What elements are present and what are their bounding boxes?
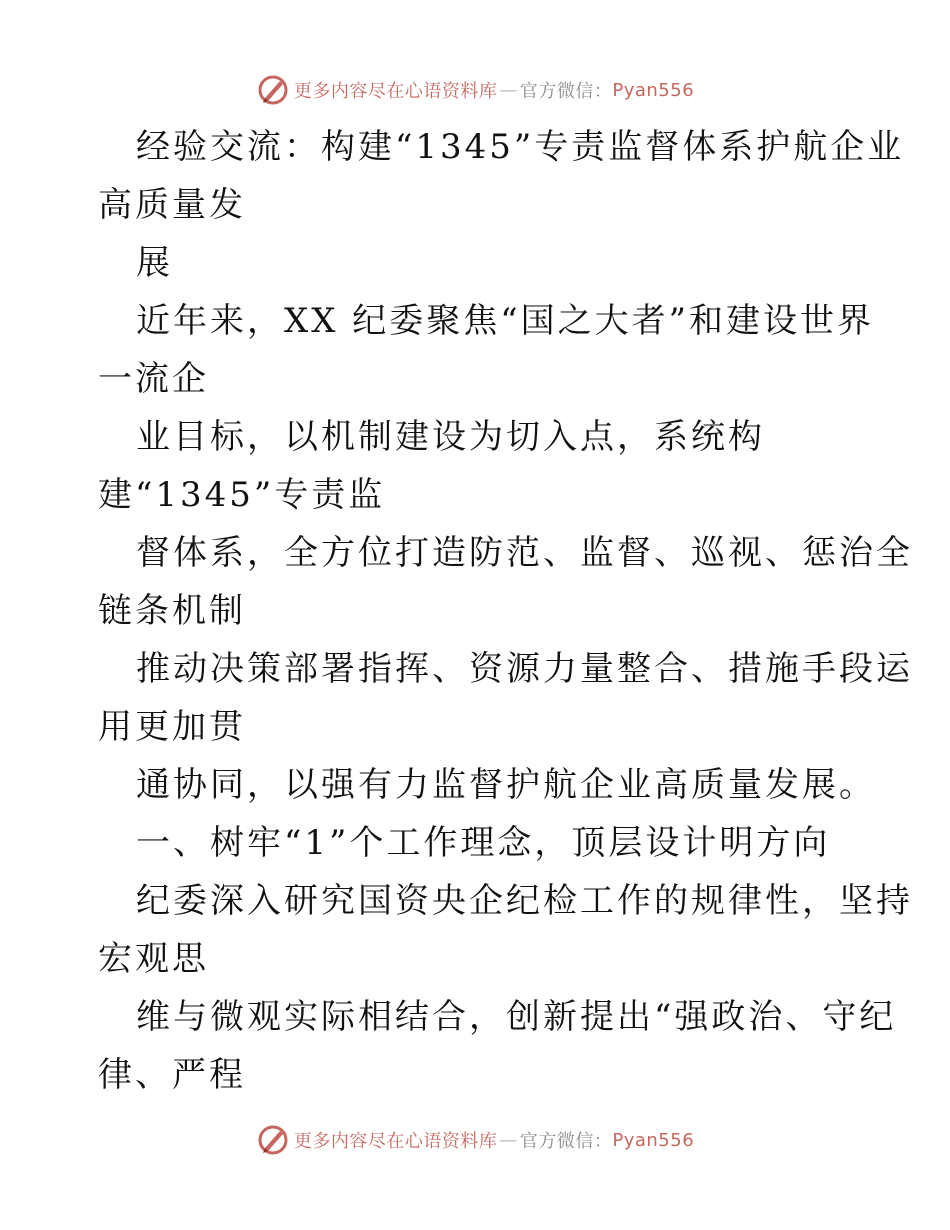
watermark-wechat-label: 官方微信： bbox=[519, 1131, 613, 1152]
paragraph-line: 业目标，以机制建设为切入点，系统构 bbox=[136, 417, 765, 457]
watermark-dash: — bbox=[499, 79, 518, 101]
footer-watermark bbox=[0, 1122, 950, 1158]
watermark-wechat-id: Pyan556 bbox=[612, 1129, 695, 1151]
watermark-site-text: 更多内容尽在心语资料库 bbox=[293, 1131, 498, 1152]
watermark-wechat-id: Pyan556 bbox=[612, 79, 695, 101]
paragraph-line: 督体系，全方位打造防范、监督、巡视、惩治全 bbox=[136, 533, 913, 573]
paragraph-line: 链条机制 bbox=[98, 591, 246, 631]
watermark-dash: — bbox=[499, 1129, 518, 1151]
paragraph-line: 推动决策部署指挥、资源力量整合、措施手段运 bbox=[136, 649, 913, 689]
watermark-wechat-label: 官方微信： bbox=[519, 81, 613, 102]
paragraph-line: 维与微观实际相结合，创新提出“强政治、守纪 bbox=[136, 997, 897, 1037]
document-title-line-2: 高质量发 bbox=[98, 185, 246, 225]
document-title-line-1: 经验交流：构建“1345”专责监督体系护航企业 bbox=[136, 127, 905, 167]
paragraph-line: 通协同，以强有力监督护航企业高质量发展。 bbox=[136, 765, 876, 805]
paragraph-line: 宏观思 bbox=[98, 939, 209, 979]
paragraph-line: 近年来，XX 纪委聚焦“国之大者”和建设世界 bbox=[136, 301, 874, 341]
watermark-site-text: 更多内容尽在心语资料库 bbox=[293, 81, 498, 102]
section-heading: 一、树牢“1”个工作理念，顶层设计明方向 bbox=[136, 823, 831, 863]
header-watermark bbox=[0, 72, 950, 108]
paragraph-line: 纪委深入研究国资央企纪检工作的规律性，坚持 bbox=[136, 881, 913, 921]
paragraph-line: 一流企 bbox=[98, 359, 209, 399]
document-title-line-3: 展 bbox=[136, 243, 173, 283]
pen-circle-logo-icon bbox=[256, 1123, 290, 1157]
paragraph-line: 用更加贯 bbox=[98, 707, 246, 747]
paragraph-line: 建“1345”专责监 bbox=[98, 475, 386, 515]
paragraph-line: 律、严程 bbox=[98, 1055, 246, 1095]
pen-circle-logo-icon bbox=[256, 73, 290, 107]
